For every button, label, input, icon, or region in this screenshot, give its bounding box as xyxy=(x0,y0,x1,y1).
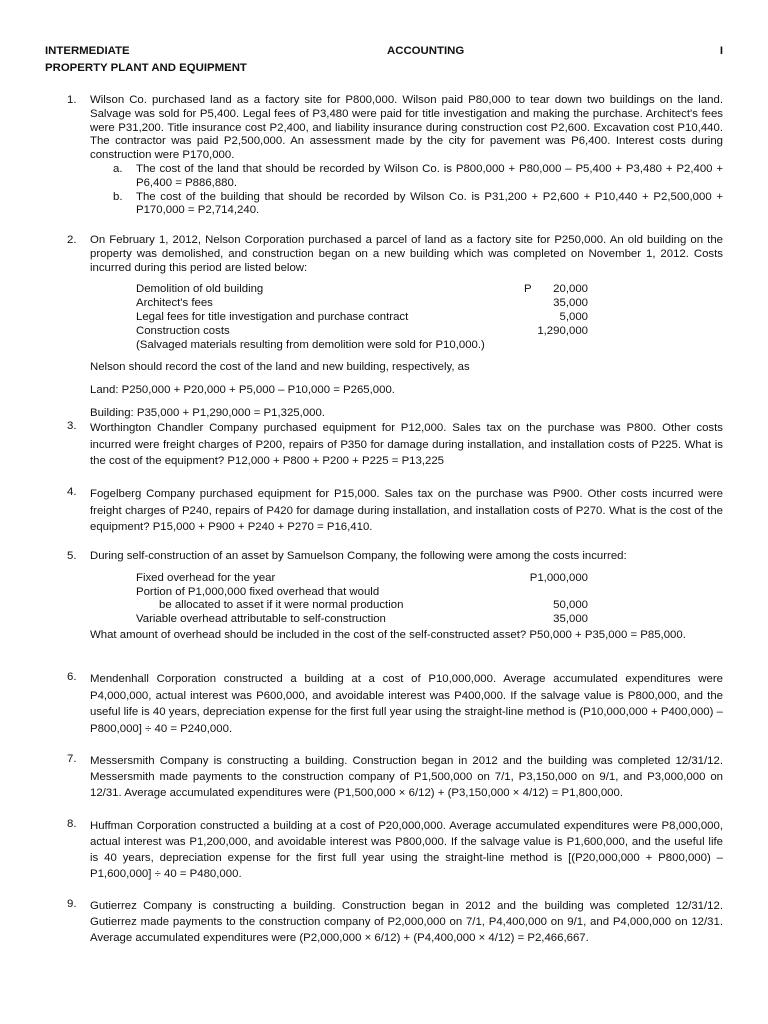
table-row xyxy=(136,613,588,627)
table-row xyxy=(136,325,588,339)
page-subtitle: PROPERTY PLANT AND EQUIPMENT xyxy=(45,62,247,74)
table-row xyxy=(136,586,588,600)
row-amount: 50,000 xyxy=(553,599,588,612)
answer-building: Building: P35,000 + P1,290,000 = P1,325,000. xyxy=(90,406,325,419)
question-text: Wilson Co. purchased land as a factory site for P800,000. Wilson paid P80,000 to tear down two buildings on the land. Salvage was sold for P5,400. Legal fees of P3,480 were paid for title investigation and making the purchase. Architect's fees were P31,200. Title insurance cost P2,400, and liability insurance during construction cost P2,600. Excavation cost P10,440. The contractor was paid P2,500,000. An assessment made by the city for pavement was P6,400. Interest costs during construction were P170,000. xyxy=(90,94,723,162)
question-number: 7. xyxy=(67,753,77,765)
question-text: Worthington Chandler Company purchased equipment for P12,000. Sales tax on the purchase was P800. Other costs incurred were freight charges of P200, repairs of P350 for damage during installation, and installation costs of P225. What is the cost of the equipment? P12,000 + P800 + P200 + P225 = P13,225 xyxy=(90,422,723,467)
answer-b xyxy=(90,191,723,219)
row-amount: P1,000,000 xyxy=(529,571,588,584)
answer-text: The cost of the building that should be recorded by Wilson Co. is P31,200 + P2,600 + P10,440 + P2,500,000 + P170,000 = P2,714,240. xyxy=(136,190,723,217)
row-amount: 35,000 xyxy=(553,297,588,310)
table-row xyxy=(136,283,588,297)
overhead-table xyxy=(136,572,588,627)
question-4 xyxy=(67,486,723,536)
row-amount: 20,000 xyxy=(553,283,588,296)
question-number: 8. xyxy=(67,818,77,830)
table-row xyxy=(136,297,588,311)
question-number: 1. xyxy=(67,94,77,106)
row-label: Architect's fees xyxy=(136,297,213,310)
question-2 xyxy=(67,234,723,421)
table-row xyxy=(136,339,588,353)
question-number: 9. xyxy=(67,898,77,910)
question-text: On February 1, 2012, Nelson Corporation purchased a parcel of land as a factory site for P250,000. An old building on the property was demolished, and construction began on a new building which was completed on November 1, 2012. Costs incurred during this period are listed below: xyxy=(90,234,723,274)
question-6 xyxy=(67,671,723,737)
row-label: Portion of P1,000,000 fixed overhead that would xyxy=(136,585,380,598)
question-number: 2. xyxy=(67,234,77,246)
row-label: be allocated to asset if it were normal production xyxy=(159,599,404,612)
header-center: ACCOUNTING xyxy=(387,45,465,57)
question-text: Gutierrez Company is constructing a building. Construction began in 2012 and the building was completed 12/31/12. Gutierrez made payments to the construction company of P2,000,000 on 7/1, P4,400,000 on 9/1, and P4,000,000 on 12/31. Average accumulated expenditures were (P2,000,000 × 6/12) + (P4,400,000 × 4/12) = P2,466,667. xyxy=(90,900,723,944)
answer-land: Land: P250,000 + P20,000 + P5,000 – P10,000 = P265,000. xyxy=(90,384,395,397)
question-text: During self-construction of an asset by Samuelson Company, the following were among the costs incurred: xyxy=(90,550,627,562)
row-label: Fixed overhead for the year xyxy=(136,571,276,584)
table-row xyxy=(136,311,588,325)
question-text: Fogelberg Company purchased equipment for P15,000. Sales tax on the purchase was P900. Other costs incurred were freight charges of P240, repairs of P420 for damage during installation, and installation costs of P270. What is the cost of the equipment? P15,000 + P900 + P240 + P270 = P16,410. xyxy=(90,488,723,533)
question-prompt: Nelson should record the cost of the land and new building, respectively, as xyxy=(90,361,470,374)
row-label: (Salvaged materials resulting from demolition were sold for P10,000.) xyxy=(136,338,485,351)
header-right: I xyxy=(719,45,723,57)
table-row xyxy=(136,572,588,586)
table-row xyxy=(136,599,588,613)
question-text: Mendenhall Corporation constructed a building at a cost of P10,000,000. Average accumulated expenditures were P4,000,000, actual interest was P600,000, and avoidable interest was P400,000. If the salvage value is P800,000, and the useful life is 40 years, depreciation expense for the first full year using the straight-line method is (P10,000,000 + P400,000) – P800,000] ÷ 40 = P240,000. xyxy=(90,673,723,735)
row-amount: 5,000 xyxy=(559,310,588,323)
row-label: Demolition of old building xyxy=(136,283,264,296)
question-9 xyxy=(67,898,723,946)
question-text: Huffman Corporation constructed a building at a cost of P20,000,000. Average accumulated expenditures were P8,000,000, actual interest was P1,200,000, and avoidable interest was P800,000. If the salvage value is P1,600,000, and the useful life is 40 years, depreciation expense for the first full year using the straight-line method is [(P20,000,000 + P800,000) – P1,600,000] ÷ 40 = P480,000. xyxy=(90,820,723,880)
question-text: Messersmith Company is constructing a building. Construction began in 2012 and the building was completed 12/31/12. Messersmith made payments to the construction company of P1,500,000 on 7/1, P3,150,000 on 9/1, and P3,000,000 on 12/31. Average accumulated expenditures were (P1,500,000 × 6/12) + (P3,150,000 × 4/12) = P1,800,000. xyxy=(90,755,723,799)
cost-table xyxy=(136,283,588,352)
answer-label: b. xyxy=(113,190,123,203)
question-number: 3. xyxy=(67,420,77,432)
question-5 xyxy=(67,550,723,643)
question-8 xyxy=(67,818,723,882)
currency-symbol: P xyxy=(524,283,532,296)
header-left: INTERMEDIATE xyxy=(45,45,130,57)
question-answer: What amount of overhead should be included in the cost of the self-constructed asset? P50,000 + P35,000 = P85,000. xyxy=(90,628,686,641)
question-number: 6. xyxy=(67,671,77,683)
answer-text: The cost of the land that should be recorded by Wilson Co. is P800,000 + P80,000 – P5,400 + P3,480 + P2,400 + P6,400 = P886,880. xyxy=(136,162,723,189)
row-label: Construction costs xyxy=(136,324,230,337)
answer-label: a. xyxy=(113,162,123,175)
row-amount: 35,000 xyxy=(553,613,588,626)
answer-a xyxy=(90,163,723,191)
row-amount: 1,290,000 xyxy=(537,324,588,337)
row-label: Variable overhead attributable to self-construction xyxy=(136,613,386,626)
question-number: 4. xyxy=(67,486,77,498)
question-1 xyxy=(67,94,723,218)
row-label: Legal fees for title investigation and purchase contract xyxy=(136,310,409,323)
question-3 xyxy=(67,420,723,470)
question-7 xyxy=(67,753,723,801)
question-number: 5. xyxy=(67,550,77,562)
